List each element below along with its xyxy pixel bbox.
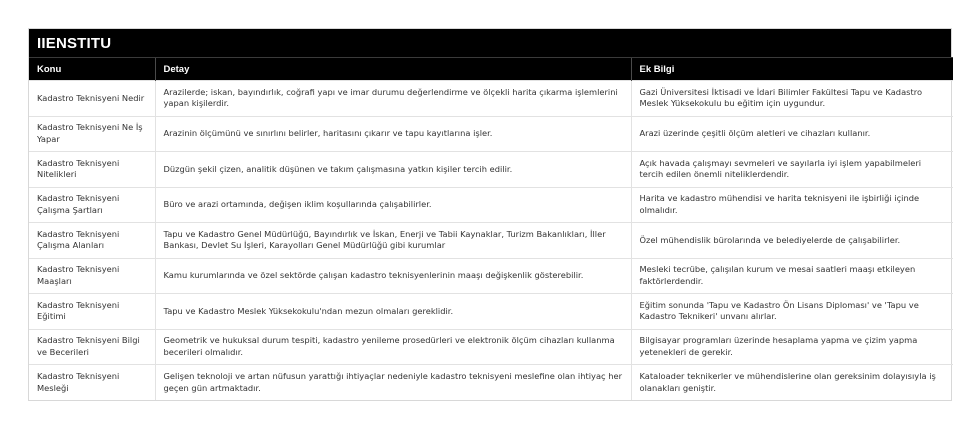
cell-ek-bilgi: Harita ve kadastro mühendisi ve harita teknisyeni ile işbirliği içinde olmalıdır. xyxy=(631,187,953,223)
cell-detay: Kamu kurumlarında ve özel sektörde çalışan kadastro teknisyenlerinin maaşı değişkenlik gösterebilir. xyxy=(155,258,631,294)
cell-konu: Kadastro Teknisyeni Bilgi ve Becerileri xyxy=(29,329,155,365)
cell-ek-bilgi: Gazi Üniversitesi İktisadi ve İdari Bilimler Fakültesi Tapu ve Kadastro Meslek Yüksekokulu bu eğitim için uygundur. xyxy=(631,81,953,117)
table-row xyxy=(29,116,953,152)
cell-ek-bilgi: Mesleki tecrübe, çalışılan kurum ve mesai saatleri maaşı etkileyen faktörlerdendir. xyxy=(631,258,953,294)
cell-detay: Arazinin ölçümünü ve sınırlını belirler, haritasını çıkarır ve tapu kayıtlarına işler. xyxy=(155,116,631,152)
cell-ek-bilgi: Bilgisayar programları üzerinde hesaplama yapma ve çizim yapma yetenekleri de gerekir. xyxy=(631,329,953,365)
cell-detay: Gelişen teknoloji ve artan nüfusun yarattığı ihtiyaçlar nedeniyle kadastro teknisyeni meslefine olan ihtiyaç her geçen gün artmaktadır. xyxy=(155,365,631,401)
cell-detay: Büro ve arazi ortamında, değişen iklim koşullarında çalışabilirler. xyxy=(155,187,631,223)
brand-title: IIENSTITU xyxy=(37,34,112,52)
table-header-row xyxy=(29,58,953,81)
brand-header xyxy=(29,29,951,57)
cell-konu: Kadastro Teknisyeni Çalışma Şartları xyxy=(29,187,155,223)
cell-detay: Geometrik ve hukuksal durum tespiti, kadastro yenileme prosedürleri ve elektronik ölçüm cihazları kullanma becerileri olmalıdır. xyxy=(155,329,631,365)
cell-detay: Arazilerde; iskan, bayındırlık, coğrafi yapı ve imar durumu değerlendirme ve ölçekli harita çıkarma işlemlerini yapan kişilerdir. xyxy=(155,81,631,117)
table-row xyxy=(29,81,953,117)
info-table xyxy=(29,57,953,400)
column-header-konu: Konu xyxy=(29,58,155,81)
cell-konu: Kadastro Teknisyeni Eğitimi xyxy=(29,294,155,330)
table-row xyxy=(29,365,953,401)
cell-ek-bilgi: Arazi üzerinde çeşitli ölçüm aletleri ve cihazları kullanır. xyxy=(631,116,953,152)
cell-detay: Tapu ve Kadastro Meslek Yüksekokulu'ndan mezun olmaları gereklidir. xyxy=(155,294,631,330)
table-row xyxy=(29,152,953,188)
table-row xyxy=(29,329,953,365)
cell-konu: Kadastro Teknisyeni Nedir xyxy=(29,81,155,117)
cell-konu: Kadastro Teknisyeni Mesleği xyxy=(29,365,155,401)
cell-detay: Düzgün şekil çizen, analitik düşünen ve takım çalışmasına yatkın kişiler tercih edilir. xyxy=(155,152,631,188)
cell-konu: Kadastro Teknisyeni Nitelikleri xyxy=(29,152,155,188)
table-row xyxy=(29,223,953,259)
column-header-detay: Detay xyxy=(155,58,631,81)
cell-ek-bilgi: Kataloader teknikerler ve mühendislerine olan gereksinim dolayısıyla iş olanakları genişti̇r. xyxy=(631,365,953,401)
cell-konu: Kadastro Teknisyeni Çalışma Alanları xyxy=(29,223,155,259)
cell-ek-bilgi: Açık havada çalışmayı sevmeleri ve sayılarla iyi işlem yapabilmeleri tercih edilen önemli niteliklerdendir. xyxy=(631,152,953,188)
cell-ek-bilgi: Eğitim sonunda 'Tapu ve Kadastro Ön Lisans Diploması' ve 'Tapu ve Kadastro Teknikeri' unvanı alırlar. xyxy=(631,294,953,330)
table-row xyxy=(29,258,953,294)
cell-ek-bilgi: Özel mühendislik bürolarında ve belediyelerde de çalışabilirler. xyxy=(631,223,953,259)
cell-detay: Tapu ve Kadastro Genel Müdürlüğü, Bayındırlık ve İskan, Enerji ve Tabii Kaynaklar, Turizm Bakanlıkları, İller Bankası, Devlet Su İşleri, Karayolları Genel Müdürlüğü gibi kurumlar xyxy=(155,223,631,259)
cell-konu: Kadastro Teknisyeni Ne İş Yapar xyxy=(29,116,155,152)
cell-konu: Kadastro Teknisyeni Maaşları xyxy=(29,258,155,294)
table-row xyxy=(29,187,953,223)
content-card xyxy=(28,28,952,401)
column-header-ek-bilgi: Ek Bilgi xyxy=(631,58,953,81)
table-row xyxy=(29,294,953,330)
